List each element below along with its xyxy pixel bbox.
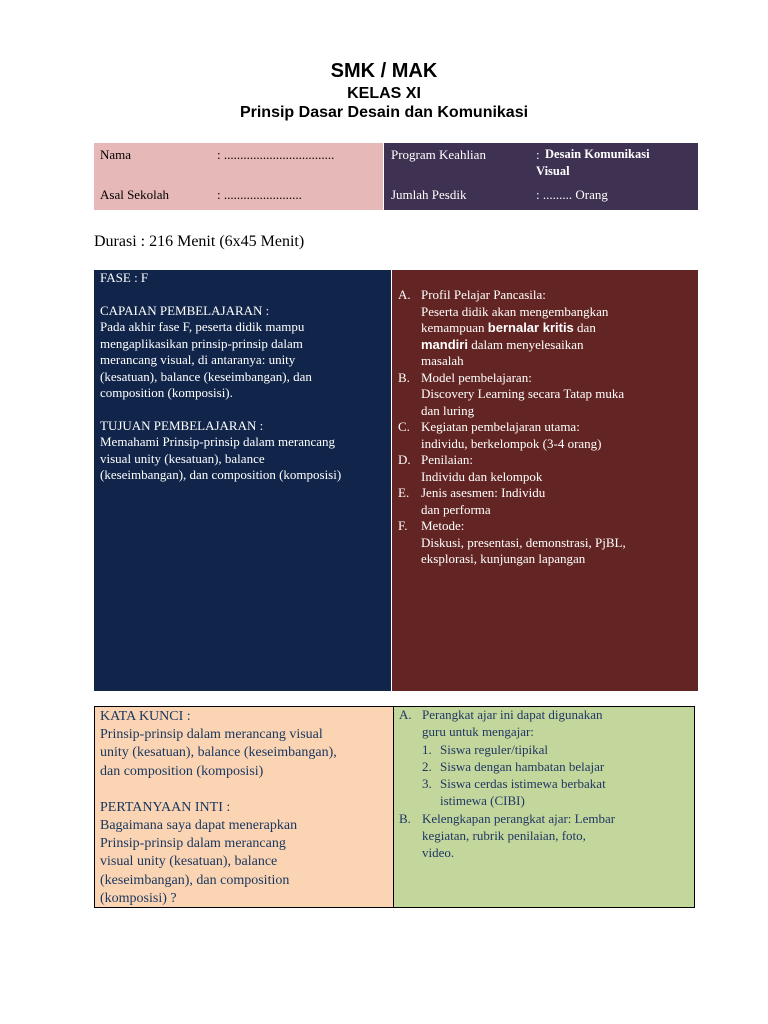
list-marker: 1. (422, 741, 432, 757)
sasaran-line: kegiatan, rubrik penilaian, foto, (422, 828, 586, 844)
pertanyaan-line: Prinsip-prinsip dalam merancang (100, 836, 286, 852)
sasaran-subitem (422, 758, 691, 775)
kata-kunci-line: dan composition (komposisi) (100, 763, 264, 779)
capaian-line: (kesatuan), balance (keseimbangan), dan (100, 368, 312, 384)
program-value-line2: Visual (536, 164, 570, 178)
program-value (545, 147, 650, 162)
list-marker: E. (398, 485, 410, 500)
list-item-c (393, 419, 693, 452)
kegiatan-title: Kegiatan pembelajaran utama: (421, 419, 580, 434)
list-marker: A. (399, 707, 412, 722)
pertanyaan-line: (komposisi) ? (100, 890, 177, 906)
emphasis-text: bernalar kritis (487, 320, 574, 335)
asal-sekolah-label: Asal Sekolah (100, 187, 169, 202)
asal-sekolah-value: : ........................ (217, 187, 302, 202)
sasaran-line: Perangkat ajar ini dapat digunakan (422, 707, 603, 722)
program-colon: : (536, 147, 540, 162)
sasaran-content (397, 706, 691, 862)
kata-kunci-content (100, 708, 388, 908)
metode-title: Metode: (421, 518, 465, 533)
model-title: Model pembelajaran: (421, 369, 532, 385)
subitem-text: Siswa cerdas istimewa berbakat (440, 776, 606, 792)
tujuan-line: visual unity (kesatuan), balance (100, 450, 265, 466)
profil-title: Profil Pelajar Pancasila: (421, 287, 546, 302)
program-value-line1: Desain Komunikasi (545, 147, 650, 161)
metode-line: Diskusi, presentasi, demonstrasi, PjBL, (421, 534, 626, 550)
capaian-title: CAPAIAN PEMBELAJARAN : (100, 302, 270, 318)
list-marker: B. (399, 810, 411, 826)
kata-kunci-title: KATA KUNCI : (100, 709, 191, 724)
profil-content (393, 287, 693, 568)
metode-line: eksplorasi, kunjungan lapangan (421, 551, 586, 566)
capaian-content (100, 270, 388, 484)
nama-label: Nama (100, 147, 132, 162)
list-marker: B. (398, 369, 410, 385)
subitem-text: Siswa dengan hambatan belajar (440, 758, 605, 774)
jumlah-label: Jumlah Pesdik (391, 187, 467, 202)
tujuan-line: (keseimbangan), dan composition (komposisi) (100, 467, 342, 482)
pertanyaan-line: (keseimbangan), dan composition (100, 872, 290, 888)
subitem-text: Siswa reguler/tipikal (440, 741, 548, 757)
model-line: Discovery Learning secara Tatap muka (421, 386, 625, 401)
profil-line: masalah (421, 353, 464, 368)
kata-kunci-line: Prinsip-prinsip dalam merancang visual (100, 727, 323, 743)
sasaran-sublist (422, 741, 691, 810)
subitem-text-cont: istimewa (CIBI) (440, 793, 525, 809)
capaian-line: mengaplikasikan prinsip-prinsip dalam (100, 335, 303, 351)
capaian-line: merancang visual, di antaranya: unity (100, 352, 296, 367)
nama-value: : .................................. (217, 147, 335, 162)
text-run: kemampuan (421, 320, 488, 335)
tujuan-title: TUJUAN PEMBELAJARAN : (100, 417, 264, 433)
program-label: Program Keahlian (391, 147, 486, 162)
fase-label: FASE : F (100, 270, 149, 285)
pertanyaan-inti-title: PERTANYAAN INTI : (100, 799, 231, 815)
pertanyaan-line: Bagaimana saya dapat menerapkan (100, 818, 298, 834)
profil-line (421, 320, 693, 337)
profil-line (421, 337, 693, 354)
list-item-f (393, 518, 693, 568)
sasaran-item-b (397, 810, 691, 862)
durasi: Durasi : 216 Menit (6x45 Menit) (94, 233, 305, 250)
list-marker: D. (398, 452, 411, 467)
list-marker: 2. (422, 758, 432, 774)
model-line: dan luring (421, 402, 475, 418)
emphasis-text: mandiri (421, 336, 468, 352)
penilaian-title: Penilaian: (421, 452, 473, 467)
asesmen-title: Jenis asesmen: Individu (421, 485, 546, 500)
sasaran-line: video. (422, 845, 455, 861)
sasaran-subitem (422, 775, 691, 810)
sasaran-line: guru untuk mengajar: (422, 724, 534, 740)
jumlah-value: : ......... Orang (536, 187, 608, 202)
capaian-line: composition (komposisi). (100, 385, 233, 400)
doc-class: KELAS XI (347, 85, 421, 102)
asesmen-line: dan performa (421, 501, 491, 517)
kata-kunci-line: unity (kesatuan), balance (keseimbangan), (100, 745, 337, 761)
tujuan-line: Memahami Prinsip-prinsip dalam merancang (100, 434, 336, 449)
kegiatan-line: individu, berkelompok (3-4 orang) (421, 435, 602, 451)
list-item-b (393, 370, 693, 420)
list-marker: C. (398, 419, 410, 434)
list-item-d (393, 452, 693, 485)
list-marker: F. (398, 518, 408, 533)
capaian-line: Pada akhir fase F, peserta didik mampu (100, 319, 305, 334)
doc-subject: Prinsip Dasar Desain dan Komunikasi (239, 104, 529, 121)
list-marker: A. (398, 287, 411, 302)
text-run: dan (573, 320, 596, 335)
list-item-a (393, 287, 693, 370)
pertanyaan-line: visual unity (kesatuan), balance (100, 854, 278, 870)
text-run: dalam menyelesaikan (467, 336, 584, 352)
penilaian-line: Individu dan kelompok (421, 468, 543, 484)
profil-line: Peserta didik akan mengembangkan (421, 303, 609, 319)
list-item-e (393, 485, 693, 518)
list-marker: 3. (422, 776, 432, 792)
sasaran-subitem (422, 741, 691, 758)
sasaran-line: Kelengkapan perangkat ajar: Lembar (422, 810, 616, 826)
sasaran-item-a (397, 706, 691, 810)
doc-title: SMK / MAK (330, 60, 438, 82)
program-value-cont (536, 164, 570, 179)
